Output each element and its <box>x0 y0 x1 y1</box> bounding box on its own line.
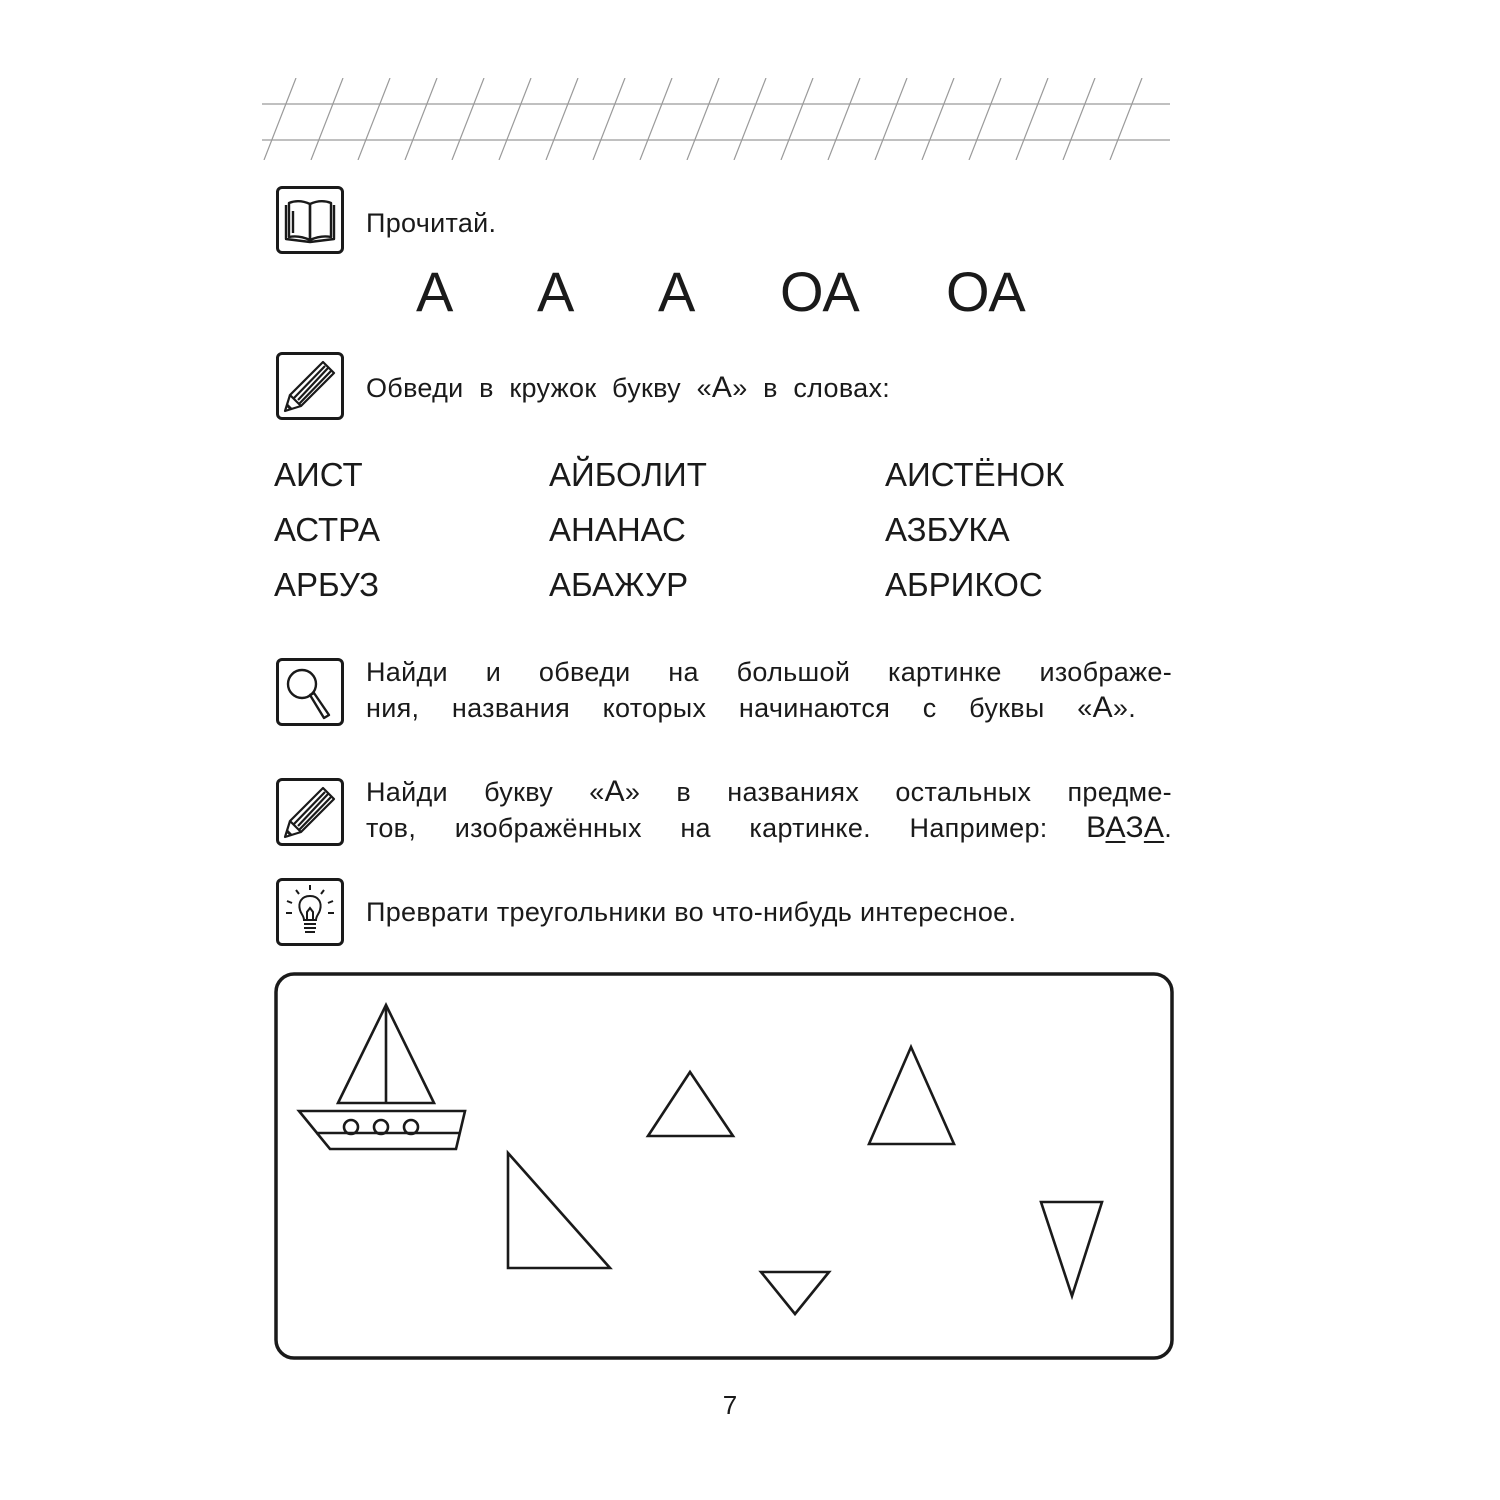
letter-oa-2: ОА <box>946 260 1026 323</box>
instruction-text: ». <box>1112 693 1136 723</box>
letter-a-1: А <box>416 260 454 323</box>
highlight-letter: А <box>604 775 625 808</box>
word-item[interactable]: АИСТЁНОК <box>885 456 1065 493</box>
drawing-box[interactable] <box>272 970 1176 1362</box>
example-word: ВАЗА. <box>1086 811 1172 844</box>
word-item[interactable]: АЙБОЛИТ <box>549 456 707 493</box>
find-letter-instruction-line2 <box>366 810 1172 846</box>
letter-oa-1: ОА <box>780 260 860 323</box>
read-instruction: Прочитай. <box>366 208 497 238</box>
word-item[interactable]: АИСТ <box>274 456 363 493</box>
pencil-icon-box <box>276 778 344 846</box>
instruction-text: ния, названия которых начинаются с буквы « <box>366 693 1093 723</box>
open-book-icon-box <box>276 186 344 254</box>
find-instruction-line2 <box>366 690 1136 726</box>
example-letter-underlined: А <box>1105 811 1126 844</box>
page-number: 7 <box>722 1390 738 1420</box>
magnifier-icon-box <box>276 658 344 726</box>
circle-letter-instruction <box>366 370 890 406</box>
word-item[interactable]: АСТРА <box>274 511 380 548</box>
magnifier-icon <box>279 661 341 723</box>
instruction-text: » в названиях остальных предме- <box>624 777 1172 807</box>
letter-a-3: А <box>658 260 696 323</box>
word-item[interactable]: АБАЖУР <box>549 566 689 603</box>
highlight-letter: А <box>1092 691 1113 724</box>
handwriting-lines <box>262 78 1172 160</box>
example-letter: З <box>1125 811 1144 844</box>
find-instruction-line1: Найди и обведи на большой картинке изображе- <box>366 657 1172 687</box>
open-book-icon <box>279 189 341 251</box>
word-item[interactable]: АЗБУКА <box>885 511 1010 548</box>
instruction-text: тов, изображённых на картинке. Например: <box>366 813 1087 843</box>
pencil-icon <box>279 781 341 843</box>
letter-a-2: А <box>537 260 575 323</box>
find-letter-instruction-line1 <box>366 774 1172 810</box>
instruction-text: Обведи в кружок букву « <box>366 373 712 403</box>
lightbulb-icon <box>279 881 341 943</box>
instruction-text: » в словах: <box>732 373 891 403</box>
word-item[interactable]: АНАНАС <box>549 511 686 548</box>
pencil-icon <box>279 355 341 417</box>
example-letter-underlined: А <box>1143 811 1165 844</box>
lightbulb-icon-box <box>276 878 344 946</box>
word-item[interactable]: АБРИКОС <box>885 566 1043 603</box>
highlight-letter: А <box>711 371 733 404</box>
example-letter: В <box>1086 811 1106 844</box>
pencil-icon-box <box>276 352 344 420</box>
instruction-text: Найди букву « <box>366 777 605 807</box>
transform-instruction: Преврати треугольники во что-нибудь интересное. <box>366 897 1017 927</box>
word-item[interactable]: АРБУЗ <box>274 566 380 603</box>
